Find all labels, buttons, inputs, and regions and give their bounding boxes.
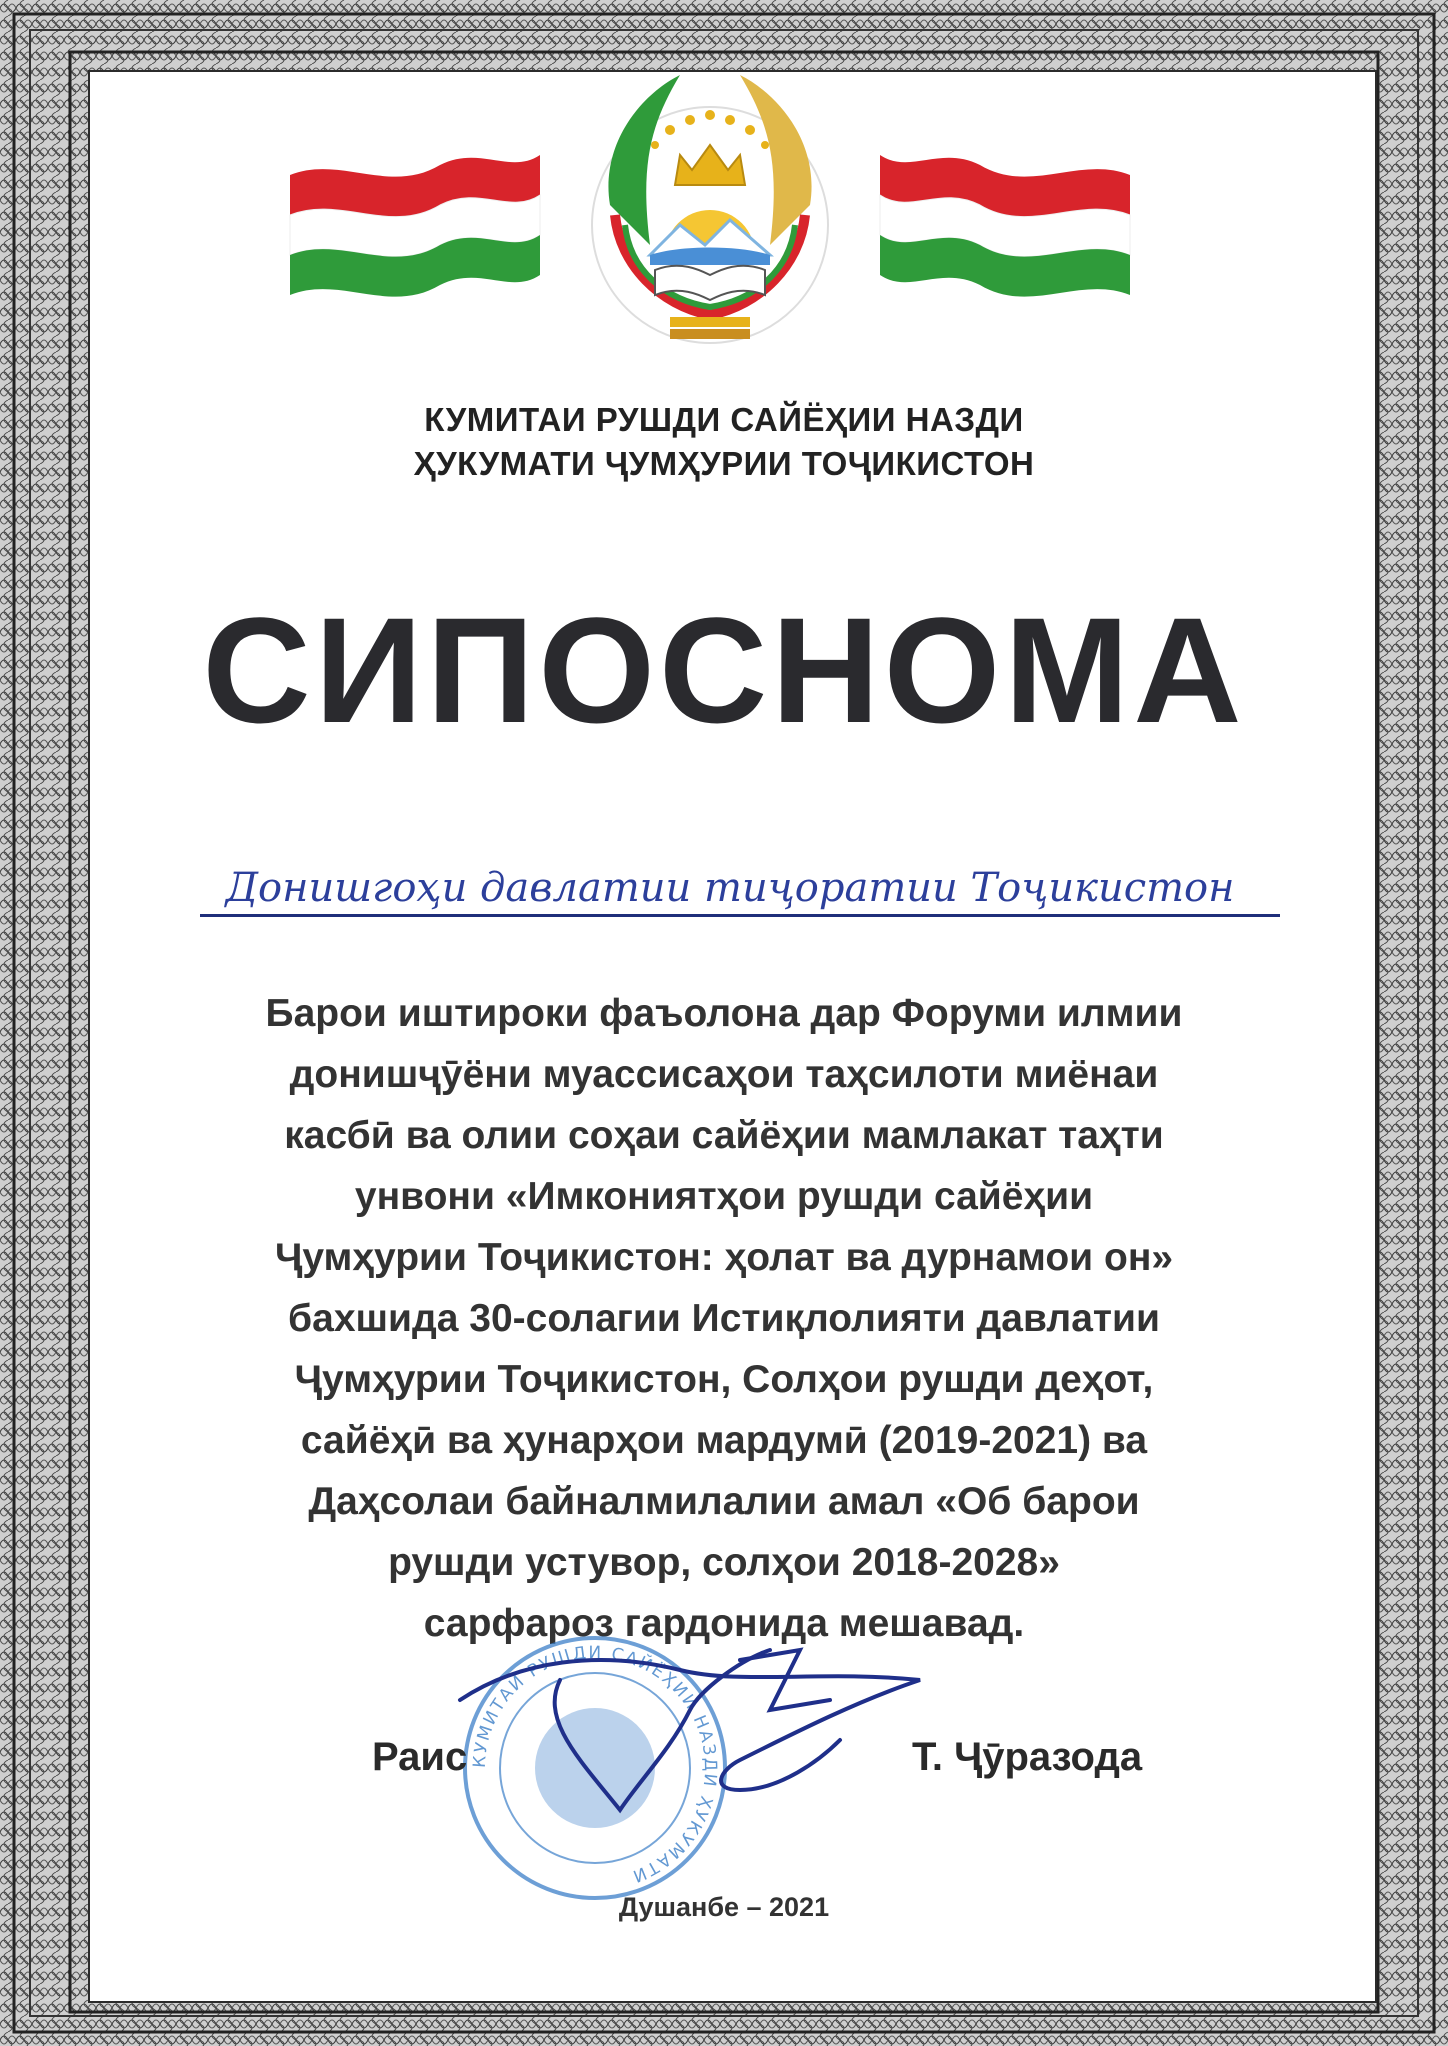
- certificate-body: [0, 983, 1448, 1654]
- certificate-title: СИПОСНОМА: [202, 586, 1246, 754]
- svg-text:КУМИТАИ РУШДИ САЙЁҲИИ НАЗДИ ҲУ: КУМИТАИ РУШДИ САЙЁҲИИ НАЗДИ ҲУКУМАТИ: [469, 1642, 721, 1887]
- body-line: донишҷӯёни муассисаҳои таҳсилоти миёнаи: [289, 1053, 1159, 1096]
- body-line: рушди устувор, солҳои 2018-2028»: [388, 1541, 1060, 1584]
- right-flag-ribbon: [880, 155, 1130, 297]
- body-line: сарфароз гардонида мешавад.: [423, 1602, 1025, 1645]
- body-line: бахшида 30-солагии Истиқлолияти давлатии: [288, 1297, 1160, 1340]
- body-line: Барои иштироки фаъолона дар Форуми илмии: [265, 992, 1183, 1035]
- recipient-handwritten: Донишгоҳи давлатии тиҷоратии Тоҷикистон: [225, 865, 1235, 911]
- ministry-name-line-1: КУМИТАИ РУШДИ САЙЁҲИИ НАЗДИ: [424, 401, 1024, 438]
- recipient-underline: [200, 914, 1280, 917]
- state-emblem: [592, 75, 828, 343]
- body-line: Даҳсолаи байналмилалии амал «Об барои: [308, 1480, 1140, 1523]
- left-flag-ribbon: [290, 155, 540, 297]
- body-line: Ҷумҳурии Тоҷикистон: ҳолат ва дурнамои он»: [274, 1236, 1174, 1279]
- signatory-name: Т. Ҷӯразода: [912, 1735, 1143, 1779]
- body-line: унвони «Имкониятҳои рушди сайёҳии: [354, 1175, 1094, 1218]
- body-line: сайёҳӣ ва ҳунарҳои мардумӣ (2019-2021) ва: [300, 1419, 1148, 1462]
- tajik-emblem-with-flags: [280, 55, 1140, 385]
- place-and-date: Душанбе – 2021: [618, 1892, 830, 1922]
- ministry-name-line-2: ҲУКУМАТИ ҶУМҲУРИИ ТОҶИКИСТОН: [413, 445, 1035, 482]
- body-line: Ҷумҳурии Тоҷикистон, Солҳои рушди деҳот,: [294, 1358, 1154, 1401]
- signatory-role: Раис: [372, 1735, 468, 1779]
- body-line: касбӣ ва олии соҳаи сайёҳии мамлакат таҳти: [284, 1114, 1164, 1157]
- handwritten-signature: [440, 1640, 960, 1830]
